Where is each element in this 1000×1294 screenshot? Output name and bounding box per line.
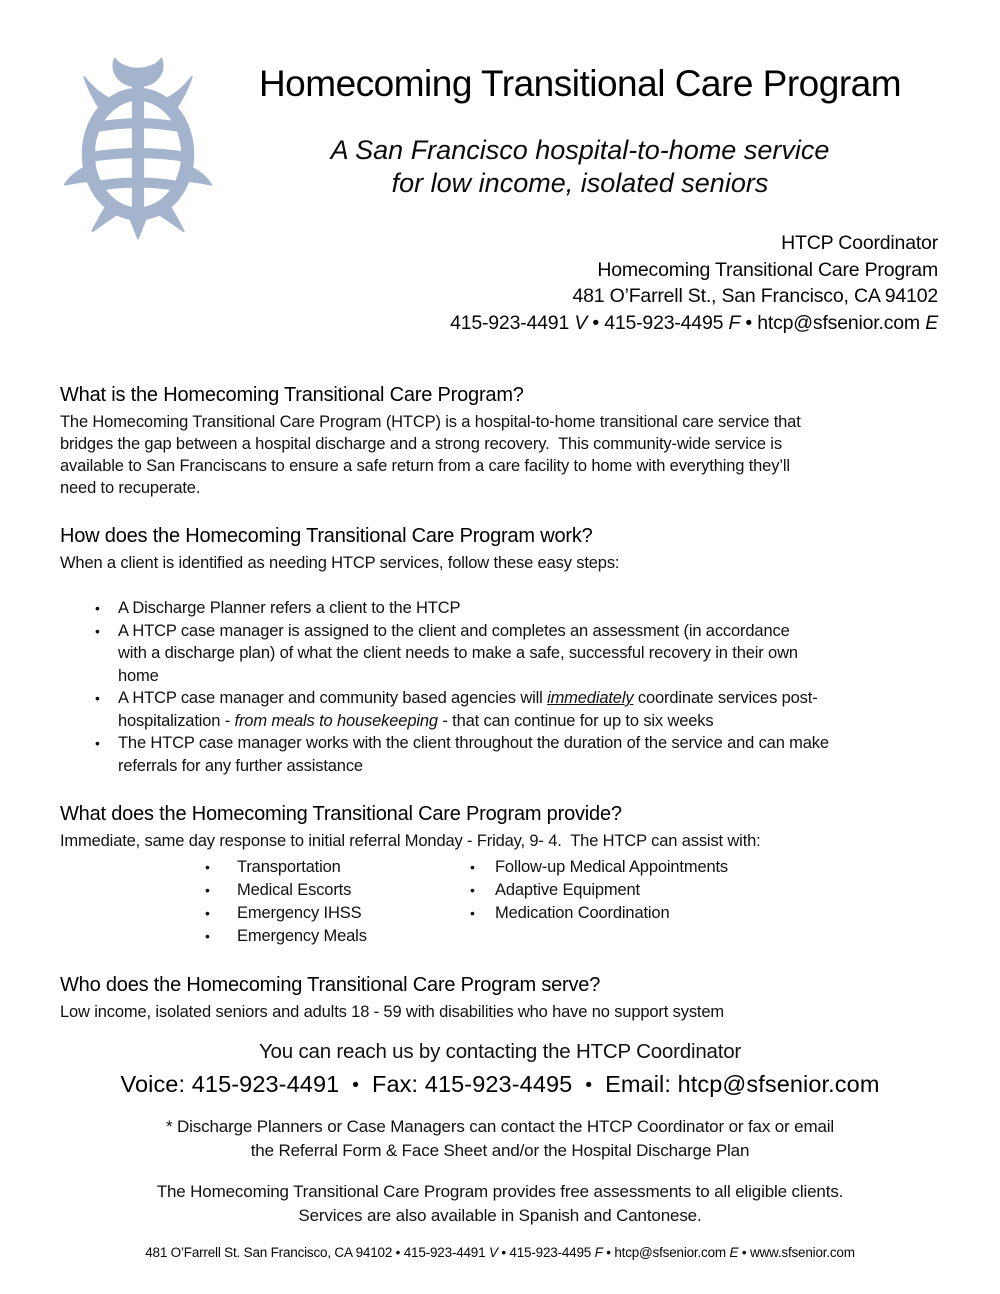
footer-email: • htcp@sfsenior.com: [602, 1245, 730, 1260]
reach-heading: You can reach us by contacting the HTCP Coordinator: [258, 1040, 742, 1063]
section-what: [60, 382, 940, 499]
note-line: the Referral Form & Face Sheet and/or the Hospital Discharge Plan: [250, 1140, 750, 1160]
body-line: available to San Franciscans to ensure a safe return from a care facility to home with everything they’ll: [60, 457, 790, 475]
bullet-icon: •: [205, 905, 210, 921]
body-line: with a discharge plan) of what the client needs to make a safe, successful recovery in their own: [118, 644, 798, 662]
bullet-icon: •: [95, 690, 100, 706]
list-item: [205, 925, 470, 948]
emphasized-text: immediately: [547, 689, 634, 707]
body-line: A HTCP case manager is assigned to the client and completes an assessment (in accordance: [118, 621, 790, 640]
fax-tag: F: [728, 311, 741, 334]
list-item: [95, 687, 940, 732]
turtle-logo-icon: [64, 50, 212, 240]
referral-note: [60, 1115, 940, 1162]
list-item-text: [118, 687, 818, 732]
voice-tag: V: [488, 1245, 498, 1260]
body-line: A Discharge Planner refers a client to the HTCP: [118, 599, 461, 617]
bullet-icon: •: [205, 859, 210, 875]
list-item: [470, 902, 728, 925]
email-contact: Email: htcp@sfsenior.com: [605, 1071, 880, 1097]
services-column-left: [205, 856, 470, 948]
bullet-icon: •: [205, 882, 210, 898]
text-run: A HTCP case manager and community based agencies will: [118, 689, 548, 707]
section-provide: [60, 801, 940, 948]
list-item-text: [118, 620, 798, 688]
section-provide-intro: [60, 830, 940, 852]
services-columns: [205, 856, 940, 948]
body-line: home: [118, 666, 159, 685]
footer-website: www.sfsenior.com: [749, 1245, 855, 1260]
subtitle-line: A San Francisco hospital-to-home service: [330, 135, 830, 165]
document-body: [0, 382, 1000, 1227]
separator: •: [738, 1245, 750, 1260]
service-label: Adaptive Equipment: [495, 881, 640, 899]
service-label: Medication Coordination: [495, 904, 670, 922]
list-item: [95, 620, 940, 688]
body-line: bridges the gap between a hospital discharge and a strong recovery. This community-wide service is: [60, 435, 782, 453]
reach-contacts: [60, 1069, 940, 1101]
page-footer: [0, 1244, 1000, 1262]
list-item: [470, 856, 728, 879]
note-line: Services are also available in Spanish and Cantonese.: [298, 1205, 702, 1225]
separator: •: [587, 311, 605, 334]
fax-tag: F: [594, 1245, 603, 1260]
separator-dot: •: [352, 1075, 360, 1096]
contact-role: HTCP Coordinator: [781, 232, 938, 254]
section-how-intro: [60, 552, 940, 574]
section-how-heading: How does the Homecoming Transitional Care Program work?: [60, 525, 593, 547]
service-label: Medical Escorts: [237, 881, 352, 899]
email-address: htcp@sfsenior.com: [757, 311, 926, 334]
bullet-icon: •: [95, 622, 100, 639]
text-run: coordinate services post-: [633, 689, 818, 707]
email-tag: E: [729, 1245, 739, 1260]
note-line: The Homecoming Transitional Care Program provides free assessments to all eligible clients.: [156, 1182, 844, 1201]
voice-contact: Voice: 415-923-4491: [120, 1071, 340, 1097]
footer-address: 481 O’Farrell St. San Francisco, CA 94102 • 415-923-4491: [145, 1245, 489, 1260]
list-item: [205, 856, 470, 879]
text-run: hospitalization -: [118, 711, 235, 730]
body-line: [118, 687, 818, 710]
body-line: referrals for any further assistance: [118, 756, 363, 775]
service-label: Emergency Meals: [237, 927, 367, 945]
email-tag: E: [925, 311, 938, 334]
contact-block: [0, 230, 1000, 336]
section-serve-body: [60, 1001, 940, 1023]
list-item-text: [118, 732, 829, 777]
italic-text: from meals to housekeeping: [234, 711, 438, 730]
section-what-heading: What is the Homecoming Transitional Care Program?: [60, 384, 524, 406]
services-column-right: [470, 856, 728, 948]
fax-contact: Fax: 415-923-4495: [372, 1071, 573, 1097]
body-line: need to recuperate.: [60, 479, 201, 497]
body-line: The Homecoming Transitional Care Program (HTCP) is a hospital-to-home transitional care service that: [60, 413, 801, 431]
page-subtitle: [160, 134, 1000, 200]
separator: •: [740, 311, 758, 334]
section-how: [60, 523, 940, 777]
assessments-note: [60, 1180, 940, 1227]
note-line: * Discharge Planners or Case Managers can contact the HTCP Coordinator or fax or email: [165, 1117, 835, 1136]
subtitle-line: for low income, isolated seniors: [391, 168, 769, 198]
fax-number: 415-923-4495: [604, 311, 729, 334]
list-item: [205, 879, 470, 902]
title-area: [160, 62, 1000, 200]
list-item-text: [118, 597, 460, 620]
section-serve: [60, 972, 940, 1023]
list-item: [95, 597, 940, 620]
voice-number: 415-923-4491: [450, 311, 575, 334]
bullet-icon: •: [470, 905, 475, 921]
steps-list: [95, 597, 940, 777]
contact-org: Homecoming Transitional Care Program: [597, 258, 938, 281]
bullet-icon: •: [95, 600, 100, 616]
reach-block: [60, 1039, 940, 1101]
bullet-icon: •: [95, 735, 100, 751]
document-header: [0, 0, 1000, 200]
bullet-icon: •: [470, 882, 475, 898]
body-line: Low income, isolated seniors and adults 18 - 59 with disabilities who have no support system: [60, 1003, 724, 1021]
contact-address: 481 O’Farrell St., San Francisco, CA 94102: [572, 285, 938, 307]
service-label: Transportation: [237, 858, 341, 876]
separator-dot: •: [585, 1075, 593, 1096]
page-title: Homecoming Transitional Care Program: [258, 63, 902, 104]
section-provide-heading: What does the Homecoming Transitional Care Program provide?: [60, 803, 622, 825]
footer-fax: • 415-923-4495: [497, 1245, 595, 1260]
text-run: - that can continue for up to six weeks: [437, 711, 714, 730]
contact-phone-line: [0, 310, 938, 337]
list-item: [95, 732, 940, 777]
list-item: [470, 879, 728, 902]
body-line: When a client is identified as needing HTCP services, follow these easy steps:: [60, 554, 620, 572]
body-line: The HTCP case manager works with the client throughout the duration of the service and can make: [118, 734, 829, 752]
section-serve-heading: Who does the Homecoming Transitional Care Program serve?: [60, 974, 601, 996]
voice-tag: V: [574, 311, 588, 334]
body-line: Immediate, same day response to initial referral Monday - Friday, 9- 4. The HTCP can assist with:: [60, 832, 761, 850]
bullet-icon: •: [205, 928, 210, 944]
list-item: [205, 902, 470, 925]
service-label: Emergency IHSS: [237, 904, 362, 922]
section-what-body: [60, 411, 940, 499]
service-label: Follow-up Medical Appointments: [495, 858, 729, 876]
bullet-icon: •: [470, 859, 475, 875]
body-line: [118, 710, 818, 733]
